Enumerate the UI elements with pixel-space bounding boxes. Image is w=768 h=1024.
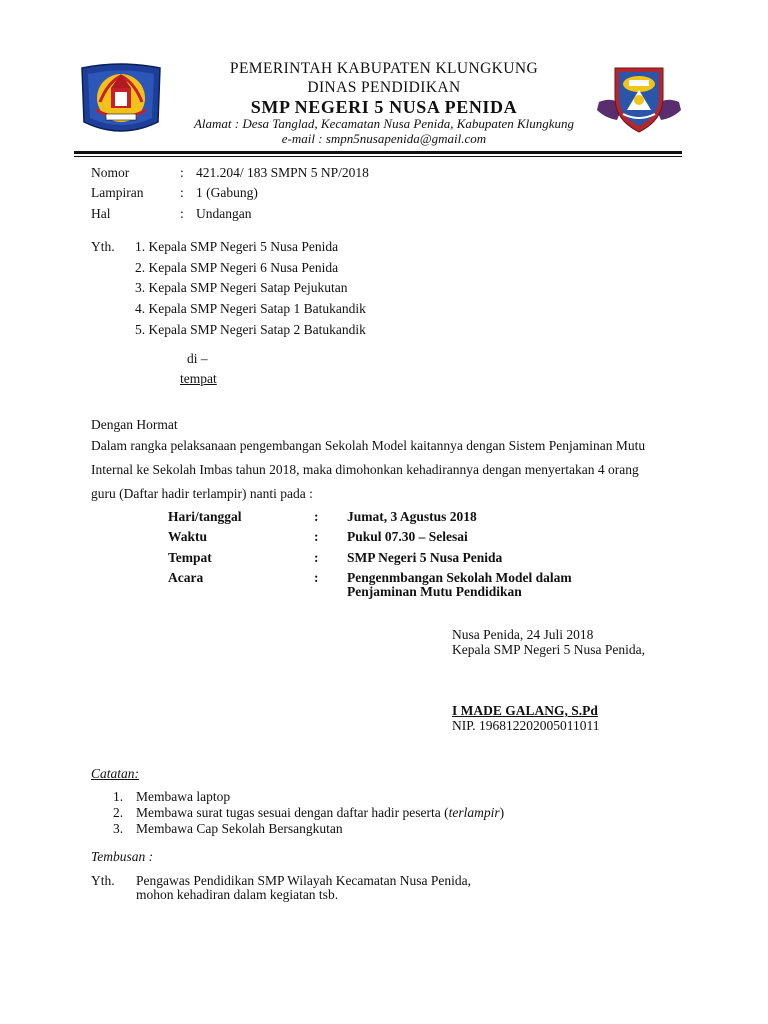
signatory-name: I MADE GALANG, S.Pd	[452, 703, 598, 718]
recipient-di: di –	[187, 351, 208, 366]
meta-sep: :	[180, 165, 184, 180]
signature-title: Kepala SMP Negeri 5 Nusa Penida,	[452, 642, 645, 657]
event-sep: :	[314, 509, 319, 524]
note-item: Membawa Cap Sekolah Bersangkutan	[136, 821, 343, 836]
meta-value-nomor: 421.204/ 183 SMPN 5 NP/2018	[196, 165, 369, 180]
note-item: Membawa laptop	[136, 789, 231, 804]
event-sep: :	[314, 570, 319, 585]
government-name: PEMERINTAH KABUPATEN KLUNGKUNG	[229, 60, 539, 77]
greeting: Dengan Hormat	[91, 417, 178, 432]
recipient-item: 2. Kepala SMP Negeri 6 Nusa Penida	[135, 260, 339, 275]
school-address: Alamat : Desa Tanglad, Kecamatan Nusa Penida, Kabupaten Klungkung	[193, 116, 575, 131]
recipient-item: 1. Kepala SMP Negeri 5 Nusa Penida	[135, 239, 339, 254]
letterhead-rule-thin	[74, 156, 682, 157]
note-number: 2.	[113, 805, 124, 820]
meta-label-lampiran: Lampiran	[91, 185, 144, 200]
body-paragraph-line: guru (Daftar hadir terlampir) nanti pada :	[91, 486, 313, 501]
meta-sep: :	[180, 206, 184, 221]
event-sep: :	[314, 529, 319, 544]
event-value-date: Jumat, 3 Agustus 2018	[347, 509, 477, 524]
event-label-date: Hari/tanggal	[168, 509, 242, 524]
body-paragraph-line: Internal ke Sekolah Imbas tahun 2018, maka dimohonkan kehadirannya dengan menyertakan 4 orang	[91, 462, 639, 477]
event-label-agenda: Acara	[168, 570, 204, 585]
event-value-agenda-line2: Penjaminan Mutu Pendidikan	[347, 584, 522, 599]
note-italic-text: terlampir	[448, 805, 500, 820]
signature-place-date: Nusa Penida, 24 Juli 2018	[452, 627, 594, 642]
meta-value-lampiran: 1 (Gabung)	[196, 185, 258, 200]
recipient-item: 3. Kepala SMP Negeri Satap Pejukutan	[135, 280, 348, 295]
recipient-item: 5. Kepala SMP Negeri Satap 2 Batukandik	[135, 322, 366, 337]
meta-label-hal: Hal	[91, 206, 111, 221]
event-value-agenda: Pengenmbangan Sekolah Model dalam	[347, 570, 572, 585]
cc-heading: Tembusan :	[91, 849, 154, 864]
recipient-tempat: tempat	[180, 371, 217, 386]
meta-label-nomor: Nomor	[91, 165, 130, 180]
cc-recipient: Pengawas Pendidikan SMP Wilayah Kecamatan Nusa Penida,	[136, 873, 472, 888]
cc-recipient-note: mohon kehadiran dalam kegiatan tsb.	[136, 887, 339, 902]
recipient-item: 4. Kepala SMP Negeri Satap 1 Batukandik	[135, 301, 366, 316]
meta-value-hal: Undangan	[196, 206, 252, 221]
event-label-time: Waktu	[168, 529, 208, 544]
event-sep: :	[314, 550, 319, 565]
letterhead-rule-thick	[74, 151, 682, 154]
note-item	[136, 805, 504, 821]
note-text-tail: )	[499, 805, 505, 820]
note-number: 3.	[113, 821, 124, 836]
signatory-nip: NIP. 196812202005011011	[452, 718, 600, 733]
note-text: Membawa surat tugas sesuai dengan daftar hadir peserta (	[136, 805, 449, 820]
recipients-label: Yth.	[91, 239, 115, 254]
school-name: SMP NEGERI 5 NUSA PENIDA	[250, 97, 518, 117]
event-value-time: Pukul 07.30 – Selesai	[347, 529, 468, 544]
note-number: 1.	[113, 789, 124, 804]
meta-sep: :	[180, 185, 184, 200]
event-label-place: Tempat	[168, 550, 212, 565]
body-paragraph-line: Dalam rangka pelaksanaan pengembangan Sekolah Model kaitannya dengan Sistem Penjaminan Mutu	[91, 438, 646, 453]
event-value-place: SMP Negeri 5 Nusa Penida	[347, 550, 503, 565]
notes-heading: Catatan:	[91, 766, 140, 781]
department-name: DINAS PENDIDIKAN	[307, 79, 461, 96]
school-email: e-mail : smpn5nusapenida@gmail.com	[281, 131, 487, 146]
cc-label: Yth.	[91, 873, 115, 888]
